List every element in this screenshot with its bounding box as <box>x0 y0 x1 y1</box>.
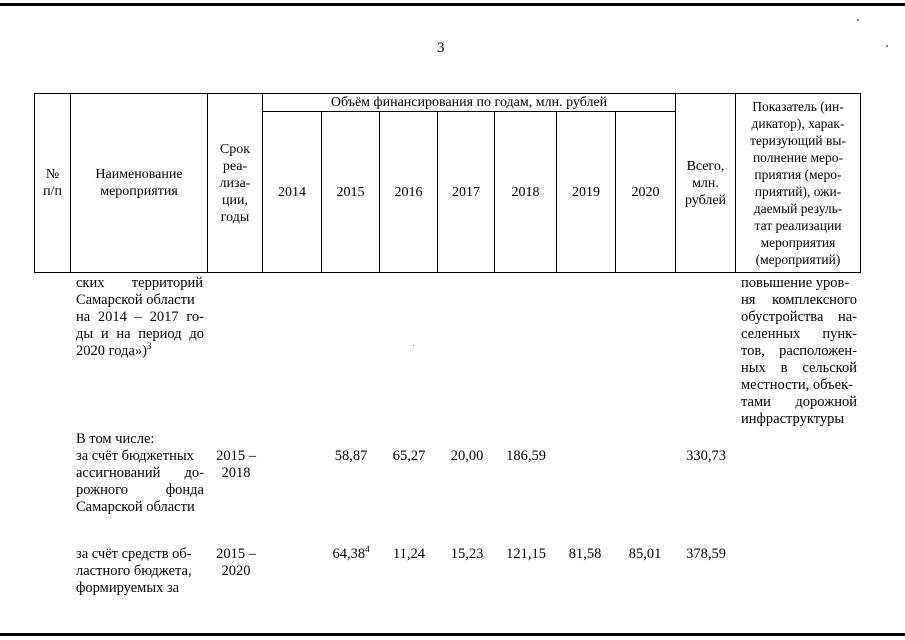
row-name-line: ластного бюджета, <box>76 563 192 579</box>
value-total: 330,73 <box>686 448 726 464</box>
name-line: ских территорий <box>76 275 203 291</box>
top-border-line <box>0 3 905 6</box>
value-2018: 186,59 <box>506 448 546 464</box>
name-line-text: 2020 года») <box>76 343 147 359</box>
value-2019: 81,58 <box>568 546 602 562</box>
footnote-marker: 4 <box>365 544 370 555</box>
indicator-line: селенных пунк- <box>741 326 857 342</box>
page-number: 3 <box>437 40 445 56</box>
value-2016: 65,27 <box>392 448 426 464</box>
indicator-line: обустройства на- <box>741 309 857 325</box>
value-2016: 11,24 <box>392 546 426 562</box>
name-line <box>76 343 208 360</box>
indicator-line: тов, расположен- <box>741 343 857 359</box>
row-name-line: за счёт средств об- <box>76 546 192 562</box>
row-name-line: рожного фонда <box>76 482 204 498</box>
indicator-line: ня комплексного <box>741 292 857 308</box>
header-indicator: Показатель (ин- дикатор), харак- теризующий вы- полнение меро- приятия (меро- приятий), ожи- даемый резуль- тат реализации мероприятия (мероприятий) <box>750 99 846 267</box>
header-year-2017: 2017 <box>452 185 480 200</box>
bottom-border-line <box>0 633 905 636</box>
header-year-2015: 2015 <box>336 185 365 200</box>
row-name-line: формируемых за <box>76 580 180 596</box>
header-year-2018: 2018 <box>511 185 540 200</box>
scan-speck <box>857 19 859 21</box>
subheading: В том числе: <box>76 431 155 447</box>
indicator-line: повышение уров- <box>741 275 850 291</box>
value-2017: 15,23 <box>450 546 484 562</box>
row-name-line: ассигнований до- <box>76 465 204 481</box>
col-rule <box>860 93 861 273</box>
header-table <box>34 93 861 273</box>
header-total: Всего, млн. рублей <box>684 158 727 208</box>
value-2015: 58,87 <box>334 448 368 464</box>
row-name-line: за счёт бюджетных <box>76 448 194 464</box>
row-period-line: 2020 <box>221 563 251 579</box>
value-text: 64,38 <box>332 546 366 562</box>
scan-speck <box>413 345 414 346</box>
indicator-line: ных в сельской <box>741 360 857 376</box>
name-line: на 2014 – 2017 го- <box>76 309 204 325</box>
scan-speck <box>886 45 888 47</box>
header-year-2014: 2014 <box>278 185 306 200</box>
header-num: № п/п <box>43 167 62 199</box>
value-2020: 85,01 <box>628 546 662 562</box>
indicator-line: местности, объек- <box>741 377 853 393</box>
value-2017: 20,00 <box>450 448 484 464</box>
header-year-2020: 2020 <box>631 185 660 200</box>
footnote-marker: 3 <box>146 341 152 352</box>
name-line: ды и на период до <box>76 326 204 342</box>
header-period: Срок реа- лиза- ции, годы <box>219 141 251 225</box>
row-period-line: 2015 – <box>216 448 256 464</box>
row-period-line: 2018 <box>221 465 251 481</box>
header-year-2019: 2019 <box>572 185 600 200</box>
header-name: Наименование мероприятия <box>95 167 183 199</box>
indicator-line: тами дорожной <box>741 394 857 410</box>
header-funding-group: Объём финансирования по годам, млн. рублей <box>330 94 608 110</box>
value-2015 <box>321 546 381 563</box>
row-period-line: 2015 – <box>216 546 256 562</box>
row-name-line: Самарской области <box>76 499 195 515</box>
value-total: 378,59 <box>686 546 726 562</box>
value-2018: 121,15 <box>506 546 546 562</box>
header-year-2016: 2016 <box>394 185 423 200</box>
name-line: Самарской области <box>76 292 195 308</box>
indicator-line: инфраструктуры <box>741 411 845 427</box>
